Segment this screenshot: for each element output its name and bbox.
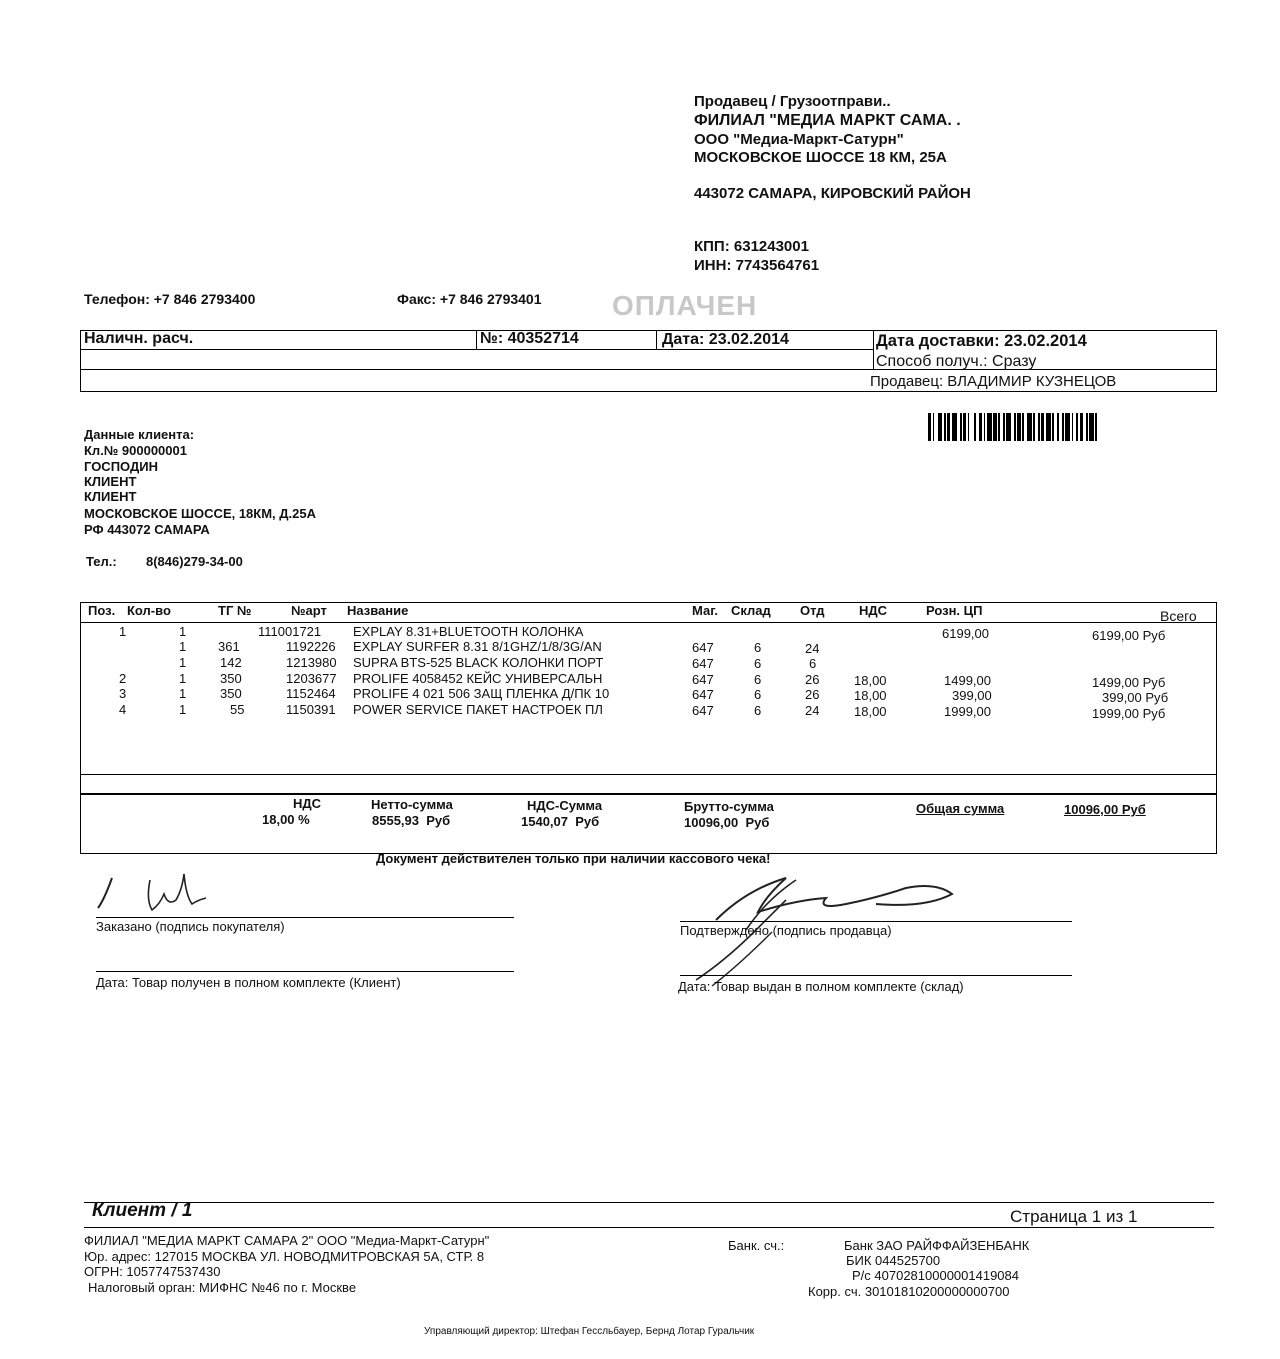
cell-art: 1213980 [286,655,337,670]
cell-shop: 647 [692,656,714,671]
cell-price: 6199,00 [942,626,989,641]
seller-city: 443072 САМАРА, КИРОВСКИЙ РАЙОН [694,185,971,202]
cell-tg: 350 [220,671,242,686]
cell-pos: 4 [119,702,127,717]
seller-signature-line [680,921,1072,922]
seller-address: МОСКОВСКОЕ ШОССЕ 18 КМ, 25А [694,149,947,166]
fax: Факс: +7 846 2793401 [397,291,542,307]
client-date-line [96,971,514,972]
client-name-2: КЛИЕНТ [84,489,137,504]
cell-art: 1152464 [286,686,336,701]
cell-tg: 142 [220,655,242,670]
cell-pos: 3 [119,686,127,701]
items-table [80,602,1217,854]
client-date-caption: Дата: Товар получен в полном комплекте (Клиент) [96,975,401,990]
buyer-signature-caption: Заказано (подпись покупателя) [96,919,285,934]
cell-qty: 1 [179,655,187,670]
payment-method: Наличн. расч. [84,330,194,347]
totals-net-label: Нетто-сумма [371,797,453,812]
seller-company: ООО "Медиа-Маркт-Сатурн" [694,131,904,148]
validity-notice: Документ действителен только при наличии кассового чека! [376,851,771,866]
client-name-1: КЛИЕНТ [84,474,137,489]
col-art: №арт [291,603,327,618]
cell-pos: 1 [119,624,127,639]
cell-shop: 647 [692,640,714,655]
cell-stock: 6 [754,703,762,718]
totals-vat-rate: 18,00 % [262,812,310,827]
cell-stock: 6 [754,672,762,687]
page-number: Страница 1 из 1 [1010,1207,1138,1226]
cell-price: 1999,00 [944,704,991,719]
footer-bank: Банк ЗАО РАЙФФАЙЗЕНБАНК [844,1238,1030,1253]
seller-kpp: КПП: 631243001 [694,238,809,255]
cell-vat: 18,00 [854,704,887,719]
col-shop: Маг. [692,603,718,618]
cell-total: 399,00 Руб [1102,690,1169,705]
totals-gross-label: Брутто-сумма [684,799,774,814]
footer-bik: БИК 044525700 [846,1253,941,1268]
cell-art: 1150391 [286,702,336,717]
seller-branch: ФИЛИАЛ "МЕДИА МАРКТ САМА. . [694,112,961,129]
col-name: Название [347,603,409,618]
cell-qty: 1 [179,624,187,639]
client-salutation: ГОСПОДИН [84,459,158,474]
client-phone: 8(846)279-34-00 [146,554,243,569]
salesperson: Продавец: ВЛАДИМИР КУЗНЕЦОВ [870,373,1117,390]
cell-price: 1499,00 [944,673,991,688]
totals-grand-label: Общая сумма [916,801,1005,816]
col-total: Всего [1160,608,1197,624]
paid-stamp: ОПЛАЧЕН [612,290,758,321]
totals-vat-label: НДС [293,796,322,811]
cell-name: POWER SERVICE ПАКЕТ НАСТРОЕК ПЛ [353,702,603,717]
cell-qty: 1 [179,671,187,686]
cell-dept: 26 [805,672,820,687]
copy-label: Клиент / 1 [92,1200,193,1221]
phone: Телефон: +7 846 2793400 [84,291,256,307]
totals-vat-sum-label: НДС-Сумма [527,798,603,813]
cell-price: 399,00 [952,688,992,703]
footer-legal-address: Юр. адрес: 127015 МОСКВА УЛ. НОВОДМИТРОВСКАЯ 5А, СТР. 8 [84,1249,485,1264]
cell-qty: 1 [179,702,187,717]
cell-vat: 18,00 [854,673,887,688]
cell-qty: 1 [179,639,187,654]
client-title: Данные клиента: [84,427,195,442]
cell-total: 1499,00 Руб [1092,675,1166,690]
client-city: РФ 443072 САМАРА [84,522,210,537]
cell-tg: 55 [230,702,245,717]
cell-name: PROLIFE 4058452 КЕЙС УНИВЕРСАЛЬН [353,671,603,686]
seller-signature-caption: Подтверждено (подпись продавца) [680,923,892,938]
totals-vat-sum-value: 1540,07 Руб [521,814,600,829]
client-phone-label: Тел.: [86,554,117,569]
footer-divider [84,1202,1214,1203]
col-pos: Поз. [88,603,116,618]
col-qty: Кол-во [127,603,171,618]
cell-name: EXPLAY SURFER 8.31 8/1GHZ/1/8/3G/AN [353,639,602,654]
buyer-signature-line [96,917,514,918]
cell-art: 111001721 [258,624,322,639]
cell-stock: 6 [754,656,762,671]
totals-gross-value: 10096,00 Руб [684,815,770,830]
cell-dept: 24 [805,703,820,718]
barcode [928,413,1178,441]
cell-dept: 6 [809,656,817,671]
col-tg: ТГ № [218,603,252,618]
footer-account: Р/с 40702810000001419084 [852,1268,1019,1283]
cell-shop: 647 [692,687,714,702]
col-price: Розн. ЦП [926,603,983,618]
col-vat: НДС [859,603,888,618]
footer-corr: Корр. сч. 30101810200000000700 [808,1284,1010,1299]
cell-shop: 647 [692,703,714,718]
receive-method: Способ получ.: Сразу [876,353,1037,370]
seller-inn: ИНН: 7743564761 [694,257,820,274]
cell-vat: 18,00 [854,688,887,703]
document-number: №: 40352714 [480,330,579,347]
client-number: Кл.№ 900000001 [84,443,187,458]
warehouse-date-line [680,975,1072,976]
footer-company: ФИЛИАЛ "МЕДИА МАРКТ САМАРА 2" ООО "Медиа-Маркт-Сатурн" [84,1233,490,1248]
client-street: МОСКОВСКОЕ ШОССЕ, 18КМ, Д.25А [84,506,317,521]
cell-dept: 24 [805,641,820,656]
cell-pos: 2 [119,671,127,686]
cell-name: SUPRA BTS-525 BLACK КОЛОНКИ ПОРТ [353,655,604,670]
footer-tax-office: Налоговый орган: МИФНС №46 по г. Москве [88,1280,357,1295]
document-date: Дата: 23.02.2014 [662,331,789,348]
cell-stock: 6 [754,640,762,655]
cell-name: EXPLAY 8.31+BLUETOOTH КОЛОНКА [353,624,584,639]
cell-total: 6199,00 Руб [1092,628,1166,643]
cell-qty: 1 [179,686,187,701]
delivery-date: Дата доставки: 23.02.2014 [876,332,1087,350]
footer-divider-2 [84,1227,1214,1228]
cell-total: 1999,00 Руб [1092,706,1166,721]
cell-art: 1203677 [286,671,337,686]
cell-name: PROLIFE 4 021 506 ЗАЩ ПЛЕНКА Д/ПК 10 [353,686,610,701]
cell-dept: 26 [805,687,820,702]
footer-director: Управляющий директор: Штефан Гессльбауер, Бернд Лотар Гуральчик [424,1326,755,1337]
buyer-signature [90,860,230,920]
cell-tg: 361 [218,639,240,654]
col-stock: Склад [731,603,771,618]
cell-art: 1192226 [286,639,336,654]
footer-ogrn: ОГРН: 1057747537430 [84,1264,221,1279]
col-dept: Отд [800,603,825,618]
cell-shop: 647 [692,672,714,687]
totals-grand-value: 10096,00 Руб [1064,802,1146,817]
totals-net-value: 8555,93 Руб [372,813,451,828]
warehouse-date-caption: Дата: Товар выдан в полном комплекте (склад) [678,979,964,994]
cell-stock: 6 [754,687,762,702]
cell-tg: 350 [220,686,242,701]
seller-title: Продавец / Грузоотправи.. [694,93,891,110]
footer-bank-label: Банк. сч.: [728,1238,785,1253]
